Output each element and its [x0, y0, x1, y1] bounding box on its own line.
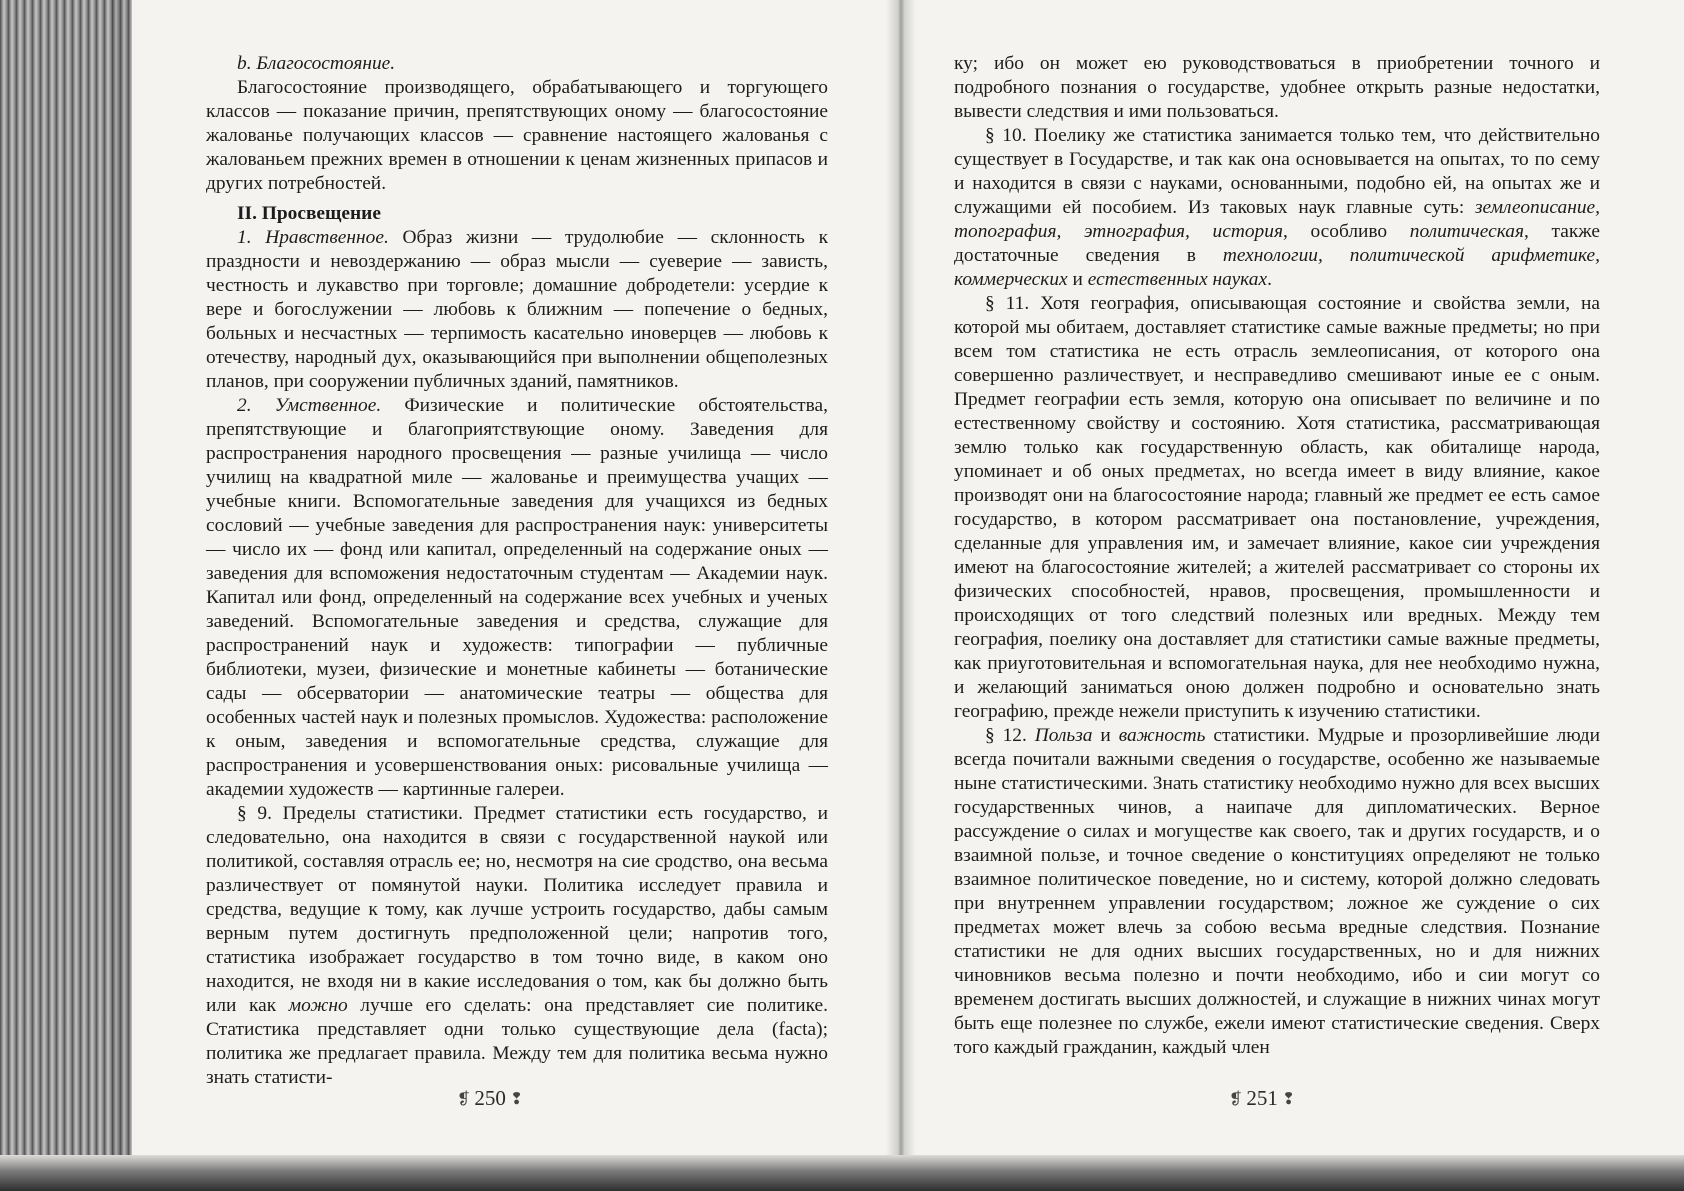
- ornament-left-icon: ❡: [1229, 1090, 1243, 1108]
- left-page-text: [206, 52, 828, 1090]
- book-gutter: [886, 0, 916, 1191]
- left-page: [132, 0, 886, 1150]
- page-block-edge: [0, 0, 132, 1191]
- paragraph-welfare: Благосостояние производящего, обрабатывающего и торгующего классов — показание причин, препятствующих оному — благосостояние жалованье получающих классов — сравнение настоящего жалованья с жалованьем прежних времен в отношении к ценам жизненных припасов и других потребностей.: [206, 77, 828, 194]
- paragraph-mental: [206, 394, 828, 802]
- label-moral: 1. Нравственное.: [237, 227, 389, 248]
- text-mental: Физические и политические обстоятельства, препятствующие и благоприятствующие оному. Заведения для распространения народного просвещения — разные училища — число училищ на квадратной миле — жалованье и преимущества учащих — учебные книги. Вспомогательные заведения для учащихся из бедных сословий — учебные заведения для распространения наук: университеты — число их — фонд или капитал, определенный на содержание оных — заведения для вспоможения недостаточным студентам — Академии наук. Капитал или фонд, определенный на содержание всех учебных и ученых заведений. Вспомогательные заведения и средства, служащие для распространений наук и художеств: типографии — публичные библиотеки, музеи, физические и монетные кабинеты — ботанические сады — обсерватории — анатомические театры — общества для особенных частей наук и полезных промыслов. Художества: расположение к оным, заведения и вспомогательные средства, служащие для распространения и усовершенствования оных: рисовальные училища — академии художеств — картинные галереи.: [206, 395, 829, 800]
- page-number-250: ❡ 250 ❢: [457, 1086, 524, 1110]
- paragraph-moral: [206, 226, 828, 394]
- paragraph-section-12: § 12. Польза и важность статистики. Мудрые и прозорливейшие люди всегда почитали важными сведения о государстве, особенно же называемые ныне статистическими. Знать статистику необходимо нужно для всех высших государственных чинов, а наипаче для дипломатических. Верное рассуждение о силах и могуществе как своего, так и других государств, и о взаимной пользе, и точное сведение о конституциях определяют не только взаимное политическое поведение, но и систему, которой должно следовать при внутреннем управлении государством; ложное же суждение о сих предметах может влечь за собою весьма вредные следствия. Познание статистики не для одних высших государственных, но и для нижних чиновников весьма полезно и почти необходимо, ибо и сии могут со временем достигать высших должностей, и служащие в нижних чинах могут быть еще полезнее по службе, ежели имеют статистические сведения. Сверх того каждый гражданин, каждый член: [954, 725, 1600, 1058]
- label-mental: 2. Умственное.: [237, 395, 382, 416]
- paragraph-section-10: § 10. Поелику же статистика занимается только тем, что действительно существует в Государстве, и так как она основывается на опытах, то по сему и находится в связи с науками, основанными, подобно ей, на опытах же и служащими ей пособием. Из таковых наук главные суть: землеописание, топография, этнография, история, особливо политическая, также достаточные сведения в технологии, политической арифметике, коммерческих и естественных науках.: [954, 125, 1600, 290]
- paragraph-section-9: § 9. Пределы статистики. Предмет статистики есть государство, и следовательно, она находится в связи с государственной наукой или политикой, составляя отрасль ее; но, несмотря на сие сродство, она весьма различествует от помянутой науки. Политика исследует правила и средства, ведущие к тому, как лучше устроить государство, дабы самым верным путем достигнуть предположенной цели; напротив того, статистика изображает государство в том точно виде, в каком оно находится, не входя ни в какие исследования о том, как бы должно быть или как можно лучше его сделать: она представляет сие политике. Статистика представляет одни только существующие дела (facta); политика же предлагает правила. Между тем для политика весьма нужно знать статисти-: [206, 803, 828, 1088]
- ornament-right-icon: ❢: [1281, 1090, 1296, 1108]
- heading-enlightenment: II. Просвещение: [237, 203, 381, 224]
- ornament-left-icon: ❡: [457, 1090, 471, 1108]
- paragraph-continuation: ку; ибо он может ею руководствоваться в приобретении точного и подробного познания о государстве, удобнее открыть разные недостатки, вывести следствия и ими пользоваться.: [954, 53, 1600, 122]
- subheading-b: b. Благосостояние.: [237, 53, 396, 74]
- text-moral: Образ жизни — трудолюбие — склонность к праздности и невоздержанию — образ мысли — суеверие — зависть, честность и лукавство при торговле; домашние добродетели: усердие к вере и богослужении — любовь к ближним — попечение о бедных, больных и несчастных — терпимость касательно иноверцев — любовь к отечеству, народный дух, оказывающийся при выполнении общеполезных планов, при сооружении публичных зданий, памятников.: [206, 227, 829, 392]
- paragraph-section-11: § 11. Хотя география, описывающая состояние и свойства земли, на которой мы обитаем, доставляет статистике самые важные предметы; но при всем том статистика не есть отрасль землеописания, от которого она совершенно различествует, и несправедливо смешивают иные ее с оным. Предмет географии есть земля, которую она описывает по величине и по естественному свойству и состоянию. Хотя статистика, рассматривающая землю только как государственную область, как обиталище народа, упоминает и об оных предметах, но всегда имеет в виду влияние, какое производят они на благосостояние народа; главный же предмет ее есть самое государство, в котором рассматривает она постановление, учреждения, сделанные для управления им, и замечает влияние, какое сии учреждения имеют на благосостояние жителей; а жителей рассматривает со стороны их физических способностей, нравов, просвещения, промышленности и происходящих от того следствий полезных или вредных. Между тем география, поелику она доставляет для статистики самые важные предметы, как приуготовительная и вспомогательная наука, для нее необходимо нужна, и желающий заниматься оною должен подробно и основательно знать географию, прежде нежели приступить к изучению статистики.: [954, 293, 1600, 722]
- right-page: [916, 0, 1684, 1150]
- page-number-251: ❡ 251 ❢: [1229, 1086, 1296, 1110]
- ornament-right-icon: ❢: [509, 1090, 524, 1108]
- right-page-text: [954, 52, 1600, 1060]
- book-bottom-edge: [0, 1155, 1684, 1191]
